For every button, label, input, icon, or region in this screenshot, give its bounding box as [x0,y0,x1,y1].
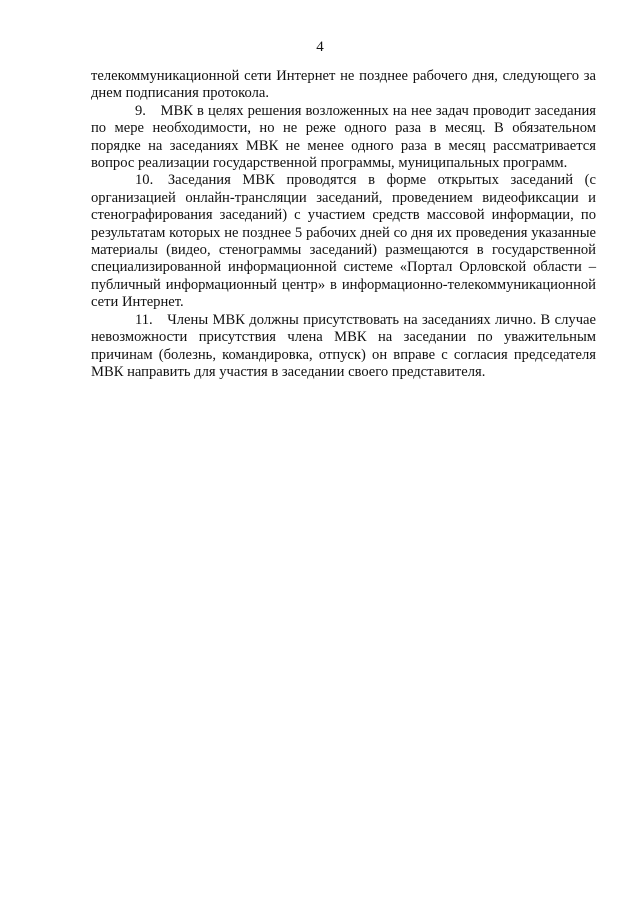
paragraph-item-9: 9. МВК в целях решения возложенных на нее задач проводит заседания по мере необходимости, но не реже одного раза в месяц. В обязательном порядке на заседаниях МВК не менее одного раза в месяц рассматривается вопрос реализации государственной программы, муниципальных программ. [91,102,596,172]
page-number: 4 [316,39,324,55]
paragraph-continuation: телекоммуникационной сети Интернет не позднее рабочего дня, следующего за днем подписания протокола. [91,68,596,102]
document-body [91,68,596,381]
paragraph-item-10: 10. Заседания МВК проводятся в форме открытых заседаний (с организацией онлайн-трансляции заседаний, проведением видеофиксации и стенографирования заседаний) с участием средств массовой информации, по результатам которых не позднее 5 рабочих дней со дня их проведения указанные материалы (видео, стенограммы заседаний) размещаются в государственной специализированной информационной системе «Портал Орловской области – публичный информационный центр» в информационно-телекоммуникационной сети Интернет. [91,172,596,311]
paragraph-item-11: 11. Члены МВК должны присутствовать на заседаниях лично. В случае невозможности присутствия члена МВК на заседании по уважительным причинам (болезнь, командировка, отпуск) он вправе с согласия председателя МВК направить для участия в заседании своего представителя. [91,311,596,380]
